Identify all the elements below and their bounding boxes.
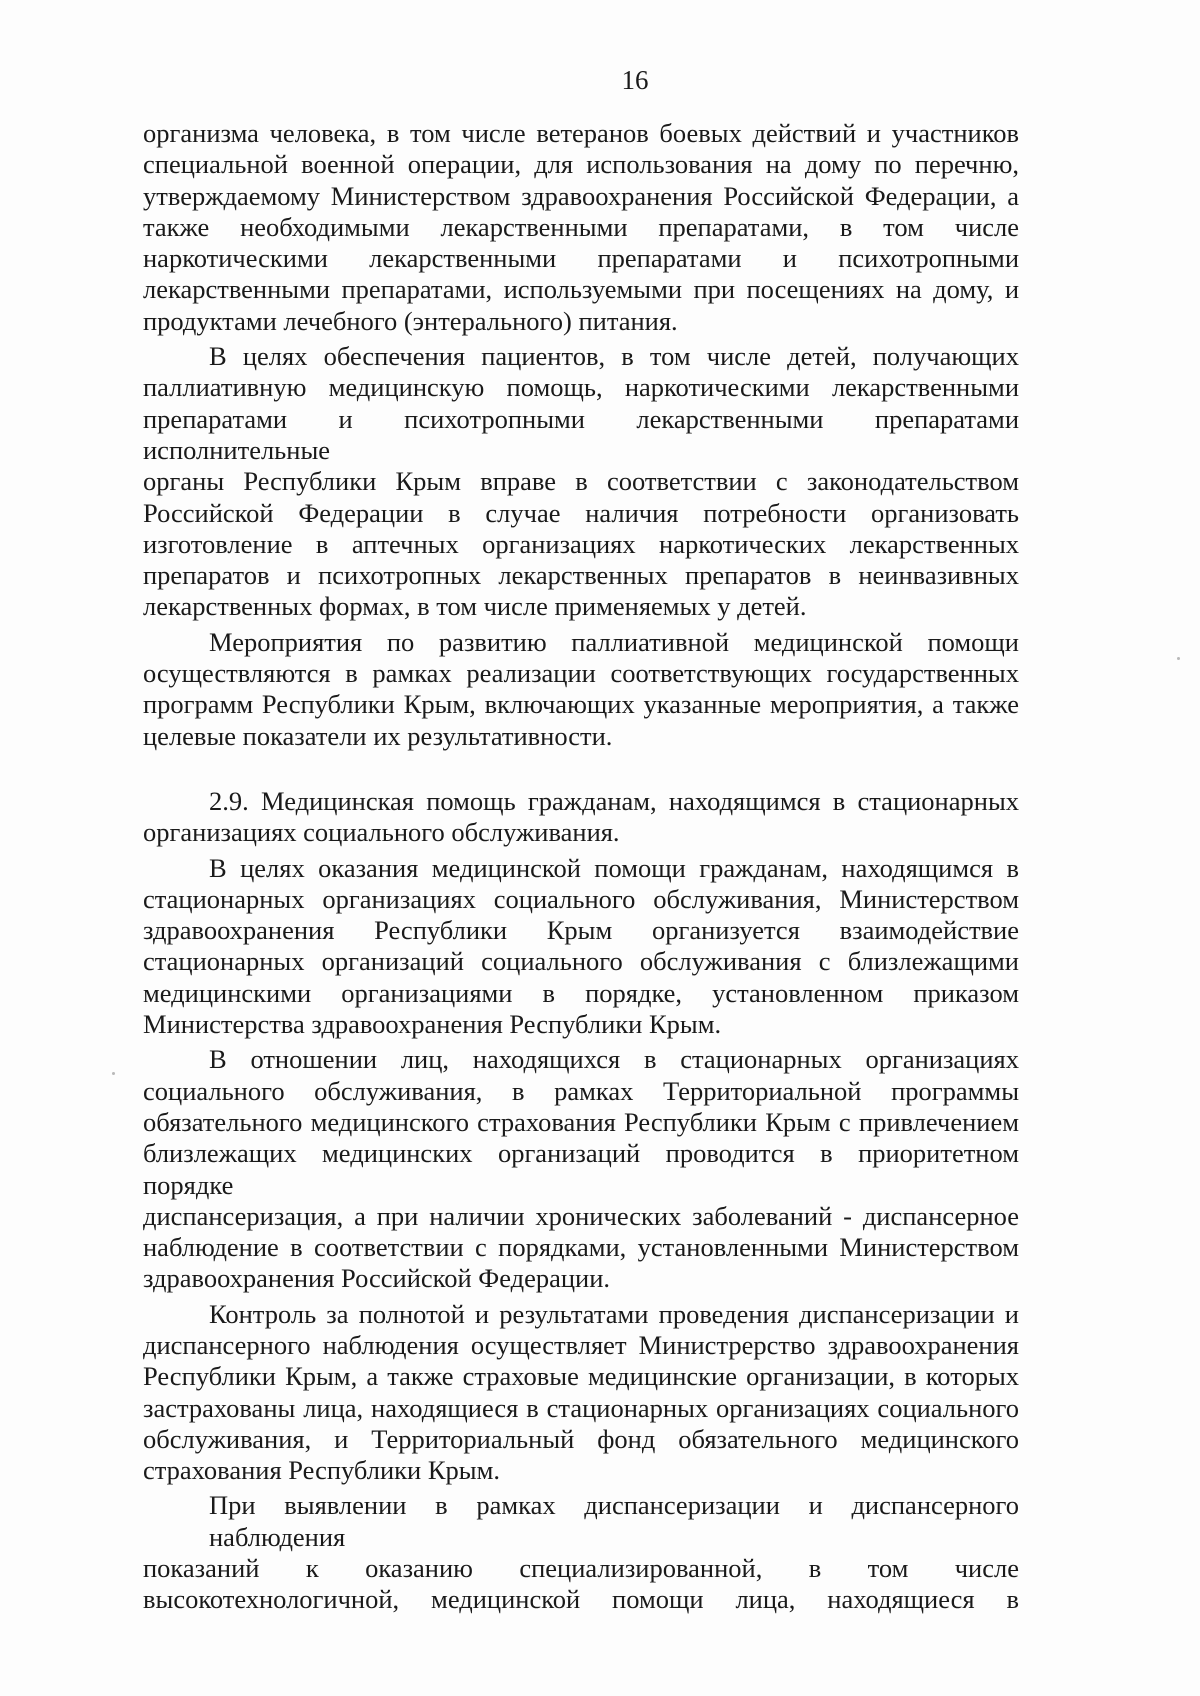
text-line: застрахованы лица, находящиеся в стационарных организациях социального <box>143 1392 1019 1423</box>
text-line: специальной военной операции, для использования на дому по перечню, <box>143 149 1019 180</box>
paragraph <box>143 853 1019 1041</box>
paragraph <box>143 1490 1019 1615</box>
text-line: близлежащих медицинских организаций проводится в приоритетном порядке <box>143 1138 1019 1200</box>
text-line: утверждаемому Министерством здравоохранения Российской Федерации, а <box>143 180 1019 211</box>
paragraph <box>143 627 1019 752</box>
text-line: препаратами и психотропными лекарственными препаратами исполнительные <box>143 403 1019 465</box>
text-line: продуктами лечебного (энтерального) питания. <box>143 305 678 336</box>
text-line: организма человека, в том числе ветеранов боевых действий и участников <box>143 118 1019 148</box>
text-line: Министерства здравоохранения Республики Крым. <box>143 1009 722 1040</box>
text-line: показаний к оказанию специализированной, в том числе <box>143 1553 1019 1584</box>
text-line: В целях обеспечения пациентов, в том числе детей, получающих <box>209 341 1019 372</box>
text-line: Республики Крым, а также страховые медицинские организации, в которых <box>143 1361 1019 1392</box>
text-line: Мероприятия по развитию паллиативной медицинской помощи <box>209 626 1019 657</box>
text-line: страхования Республики Крым. <box>143 1455 500 1486</box>
text-line: В целях оказания медицинской помощи гражданам, находящимся в <box>209 852 1019 883</box>
text-line: препаратов и психотропных лекарственных препаратов в неинвазивных <box>143 560 1019 591</box>
text-line: здравоохранения Республики Крым организуется взаимодействие <box>143 915 1019 946</box>
text-line: обслуживания, и Территориальный фонд обязательного медицинского <box>143 1423 1019 1454</box>
text-line: паллиативную медицинскую помощь, наркотическими лекарственными <box>143 372 1019 403</box>
text-line: органы Республики Крым вправе в соответствии с законодательством <box>143 466 1019 497</box>
text-line: организациях социального обслуживания. <box>143 817 620 848</box>
text-line: В отношении лиц, находящихся в стационарных организациях <box>209 1044 1019 1075</box>
text-line: социального обслуживания, в рамках Территориальной программы <box>143 1075 1019 1106</box>
text-line: Российской Федерации в случае наличия потребности организовать <box>143 497 1019 528</box>
paragraph <box>143 341 1019 623</box>
section-heading <box>143 786 1019 849</box>
text-line: диспансеризация, а при наличии хронических заболеваний - диспансерное <box>143 1200 1019 1231</box>
scan-speck <box>112 1072 115 1075</box>
text-line: также необходимыми лекарственными препаратами, в том числе <box>143 211 1019 242</box>
paragraph <box>143 1299 1019 1487</box>
text-line: лекарственных формах, в том числе применяемых у детей. <box>143 591 807 622</box>
paragraph <box>143 1044 1019 1294</box>
text-line: целевые показатели их результативности. <box>143 720 613 751</box>
text-line: обязательного медицинского страхования Республики Крым с привлечением <box>143 1106 1019 1137</box>
text-line: здравоохранения Российской Федерации. <box>143 1263 611 1294</box>
text-line: лекарственными препаратами, используемыми при посещениях на дому, и <box>143 274 1019 305</box>
text-line: Контроль за полнотой и результатами проведения диспансеризации и <box>209 1298 1019 1329</box>
text-line: стационарных организаций социального обслуживания с близлежащими <box>143 946 1019 977</box>
paragraph <box>143 118 1019 337</box>
scan-speck <box>1177 657 1180 660</box>
text-line: медицинскими организациями в порядке, установленном приказом <box>143 977 1019 1008</box>
text-line: 2.9. Медицинская помощь гражданам, находящимся в стационарных <box>209 785 1019 816</box>
text-line: наблюдение в соответствии с порядками, установленными Министерством <box>143 1232 1019 1263</box>
text-line: осуществляются в рамках реализации соответствующих государственных <box>143 658 1019 689</box>
document-body <box>143 118 1019 1616</box>
text-line: высокотехнологичной, медицинской помощи лица, находящиеся в <box>143 1584 1019 1615</box>
text-line: диспансерного наблюдения осуществляет Министрерство здравоохранения <box>143 1329 1019 1360</box>
text-line: При выявлении в рамках диспансеризации и диспансерного наблюдения <box>209 1490 1019 1552</box>
page-number: 16 <box>621 65 649 95</box>
text-line: стационарных организациях социального обслуживания, Министерством <box>143 883 1019 914</box>
text-line: программ Республики Крым, включающих указанные мероприятия, а также <box>143 689 1019 720</box>
text-line: наркотическими лекарственными препаратами и психотропными <box>143 243 1019 274</box>
text-line: изготовление в аптечных организациях наркотических лекарственных <box>143 528 1019 559</box>
